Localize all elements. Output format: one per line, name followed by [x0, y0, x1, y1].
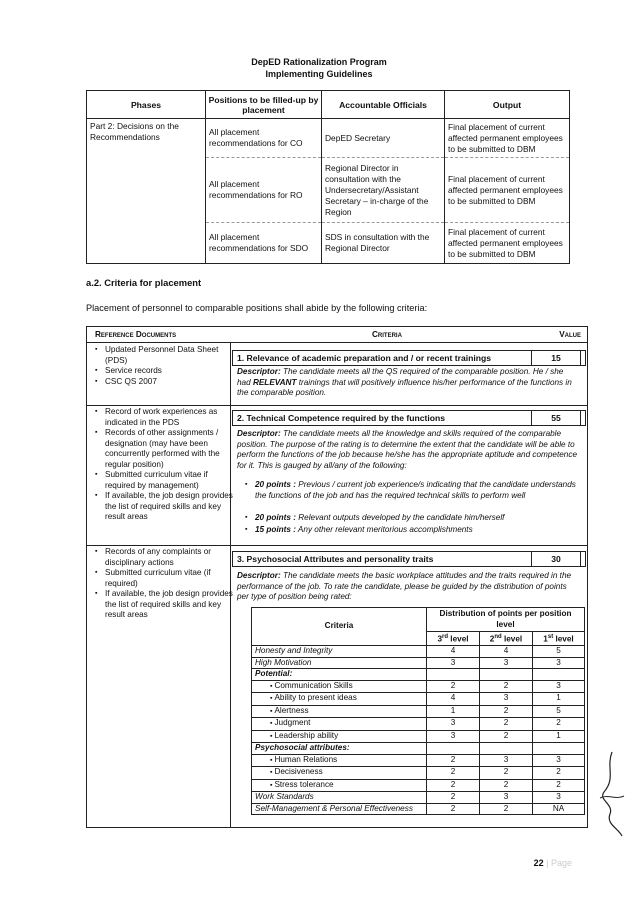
dist-value — [533, 743, 585, 755]
level-1-header: 1st level — [533, 632, 585, 646]
dist-value: 2 — [480, 718, 533, 731]
ref-item: ▪ Records of other assignments / designation (may have been concurrently performed with the regular position) — [105, 428, 239, 470]
dist-value: 2 — [480, 803, 533, 815]
criteria-bullet: ▪ 20 points : Relevant outputs developed by the candidate him/herself — [245, 513, 585, 524]
dist-value: 3 — [427, 657, 480, 669]
criteria-title: 3. Psychosocial Attributes and personality traits — [237, 554, 434, 564]
dist-row — [252, 803, 585, 815]
criteria-row-1 — [87, 343, 587, 406]
dist-row-label: Self-Management & Personal Effectiveness — [252, 803, 427, 815]
dist-row-label — [252, 718, 427, 731]
dist-value — [480, 743, 533, 755]
position-cell: All placement recommendations for SDO — [206, 223, 322, 264]
dist-row — [252, 767, 585, 780]
criteria-row-2 — [87, 405, 587, 546]
col-output: Output — [445, 91, 570, 119]
ref-item: ▪ Submitted curriculum vitae (if required) — [105, 568, 239, 589]
criteria-table-header — [87, 327, 587, 343]
dist-value: 2 — [427, 680, 480, 693]
ref-item: ▪ If available, the job design provides the list of required skills and key result areas — [105, 589, 239, 621]
dist-value: 2 — [533, 779, 585, 792]
ref-item: ▪ Record of work experiences as indicated in the PDS — [105, 407, 239, 428]
criteria-descriptor: Descriptor: The candidate meets all the knowledge and skills required of the comparable position. The purpose of the rating is to determine the extent that the candidate will be able to perform the functions of the job because he/she has the appropriate aptitude and competence for it. This is gauged by all/any of the following: — [237, 429, 578, 470]
level-2-header: 2nd level — [480, 632, 533, 646]
dist-row-text: Human Relations — [274, 754, 338, 764]
distribution-table — [251, 607, 585, 815]
criteria-title: 2. Technical Competence required by the functions — [237, 413, 446, 423]
output-cell: Final placement of current affected permanent employees to be submitted to DBM — [445, 223, 570, 264]
ref-list — [93, 547, 239, 621]
col-officials: Accountable Officials — [322, 91, 445, 119]
phases-table — [86, 90, 570, 264]
dist-points-header: Distribution of points per position level — [427, 608, 585, 632]
doc-header-subtitle: Implementing Guidelines — [265, 69, 373, 79]
dist-value: 1 — [533, 730, 585, 743]
dist-row-text: Decisiveness — [274, 767, 323, 777]
criteria-header: Criteria — [372, 330, 402, 339]
bullet-icon: ▪ — [270, 732, 275, 740]
criteria-descriptor: Descriptor: The candidate meets the basic workplace attitudes and the traits required in the performance of the job. To rate the candidate, please be guided by the distribution of points per type of position being rated: — [237, 571, 572, 601]
dist-value: 1 — [533, 693, 585, 706]
dist-row-label — [252, 779, 427, 792]
ref-item: ▪ Submitted curriculum vitae if required by management) — [105, 470, 239, 491]
dist-value — [427, 669, 480, 681]
table-row — [87, 119, 570, 158]
bullet-icon: ▪ — [270, 682, 275, 690]
phase-cell: Part 2: Decisions on the Recommendations — [87, 119, 206, 264]
dist-value: 2 — [480, 705, 533, 718]
dist-row — [252, 646, 585, 658]
section-title: a.2. Criteria for placement — [86, 277, 202, 288]
dist-row — [252, 680, 585, 693]
dist-value: 3 — [427, 730, 480, 743]
criteria-value: 30 — [531, 551, 581, 567]
dist-row-text: Judgment — [274, 718, 311, 728]
dist-value: 3 — [533, 754, 585, 767]
dist-row-text: Leadership ability — [274, 730, 339, 740]
dist-value: 2 — [427, 779, 480, 792]
dist-row — [252, 657, 585, 669]
dist-value: 3 — [480, 792, 533, 804]
dist-row-label — [252, 705, 427, 718]
dist-row — [252, 754, 585, 767]
dist-value: 3 — [427, 718, 480, 731]
dist-row-label — [252, 767, 427, 780]
ref-list — [93, 407, 239, 523]
dist-row — [252, 705, 585, 718]
ref-docs-header: Reference Documents — [95, 330, 177, 339]
dist-value: 2 — [427, 754, 480, 767]
dist-row-label — [252, 693, 427, 706]
dist-value: 1 — [427, 705, 480, 718]
dist-value: 3 — [480, 693, 533, 706]
dist-row-label: Honesty and Integrity — [252, 646, 427, 658]
level-3-header: 3rd level — [427, 632, 480, 646]
dist-value: 2 — [480, 779, 533, 792]
dist-row-text: Alertness — [274, 705, 309, 715]
dist-value — [427, 743, 480, 755]
dist-value — [533, 669, 585, 681]
position-cell: All placement recommendations for CO — [206, 119, 322, 158]
ref-item: ▪ If available, the job design provides the list of required skills and key result areas — [105, 491, 239, 523]
criteria-value: 15 — [531, 350, 581, 366]
ref-item: ▪ Records of any complaints or disciplinary actions — [105, 547, 239, 568]
criteria-title: 1. Relevance of academic preparation and / or recent trainings — [237, 353, 492, 363]
dist-row — [252, 792, 585, 804]
criteria-descriptor: Descriptor: The candidate meets all the QS required of the comparable position. He / she had RELEVANT trainings that will positively influence his/her performance of the functions in the comparable position. — [237, 367, 572, 397]
output-cell: Final placement of current affected permanent employees to be submitted to DBM — [445, 119, 570, 158]
dist-row — [252, 718, 585, 731]
dist-row-text: Communication Skills — [274, 680, 353, 690]
ref-item: ▪ CSC QS 2007 — [105, 377, 239, 388]
ref-list — [93, 345, 239, 387]
dist-row — [252, 743, 585, 755]
dist-criteria-header: Criteria — [252, 608, 427, 646]
dist-row-label — [252, 754, 427, 767]
dist-value — [480, 669, 533, 681]
dist-value: 2 — [480, 730, 533, 743]
dist-row-text: Stress tolerance — [274, 779, 334, 789]
dist-value: 3 — [480, 754, 533, 767]
dist-value: 3 — [480, 657, 533, 669]
criteria-bullet: ▪ 15 points : Any other relevant meritorious accomplishments — [245, 525, 585, 536]
dist-row-label: Psychosocial attributes: — [252, 743, 427, 755]
dist-value: 3 — [533, 680, 585, 693]
dist-row-label — [252, 730, 427, 743]
bullet-icon: ▪ — [270, 695, 275, 703]
dist-row-label: Potential: — [252, 669, 427, 681]
page-number — [534, 858, 572, 868]
bullet-icon: ▪ — [270, 707, 275, 715]
ref-item: ▪ Service records — [105, 366, 239, 377]
value-header: Value — [559, 330, 581, 339]
bullet-icon: ▪ — [270, 720, 275, 728]
ref-item: ▪ Updated Personnel Data Sheet (PDS) — [105, 345, 239, 366]
dist-value: 5 — [533, 705, 585, 718]
dist-row-label: High Motivation — [252, 657, 427, 669]
official-cell: DepED Secretary — [322, 119, 445, 158]
dist-value: 2 — [427, 767, 480, 780]
bullet-icon: ▪ — [270, 769, 275, 777]
criteria-bullet: ▪ 20 points : Previous / current job experience/s indicating that the candidate understands the functions of the job and has the required technical skills to perform well — [245, 480, 585, 501]
dist-row-text: Ability to present ideas — [274, 693, 357, 703]
output-cell: Final placement of current affected permanent employees to be submitted to DBM — [445, 158, 570, 223]
dist-row — [252, 779, 585, 792]
dist-value: 2 — [480, 767, 533, 780]
page-number-value: 22 — [533, 858, 544, 868]
dist-value: 2 — [533, 718, 585, 731]
position-cell: All placement recommendations for RO — [206, 158, 322, 223]
page-number-suffix: | Page — [546, 858, 572, 868]
dist-value: 4 — [427, 646, 480, 658]
col-positions: Positions to be filled-up by placement — [206, 91, 322, 119]
dist-row-label — [252, 680, 427, 693]
dist-value: 2 — [480, 680, 533, 693]
official-cell: Regional Director in consultation with the Undersecretary/Assistant Secretary – in-charge of the Region — [322, 158, 445, 223]
doc-header-title: DepED Rationalization Program — [251, 57, 387, 67]
dist-value: 2 — [427, 803, 480, 815]
signature-mark — [594, 748, 630, 838]
dist-value: 3 — [533, 657, 585, 669]
section-intro: Placement of personnel to comparable positions shall abide by the following criteria: — [86, 303, 428, 313]
dist-row — [252, 669, 585, 681]
dist-value: 4 — [427, 693, 480, 706]
dist-value: NA — [533, 803, 585, 815]
dist-value: 3 — [533, 792, 585, 804]
dist-value: 2 — [533, 767, 585, 780]
dist-value: 2 — [427, 792, 480, 804]
col-phases: Phases — [87, 91, 206, 119]
bullet-icon: ▪ — [270, 756, 275, 764]
dist-row — [252, 693, 585, 706]
criteria-value: 55 — [531, 410, 581, 426]
dist-value: 4 — [480, 646, 533, 658]
dist-value: 5 — [533, 646, 585, 658]
dist-row — [252, 730, 585, 743]
bullet-icon: ▪ — [270, 781, 275, 789]
official-cell: SDS in consultation with the Regional Director — [322, 223, 445, 264]
dist-row-label: Work Standards — [252, 792, 427, 804]
